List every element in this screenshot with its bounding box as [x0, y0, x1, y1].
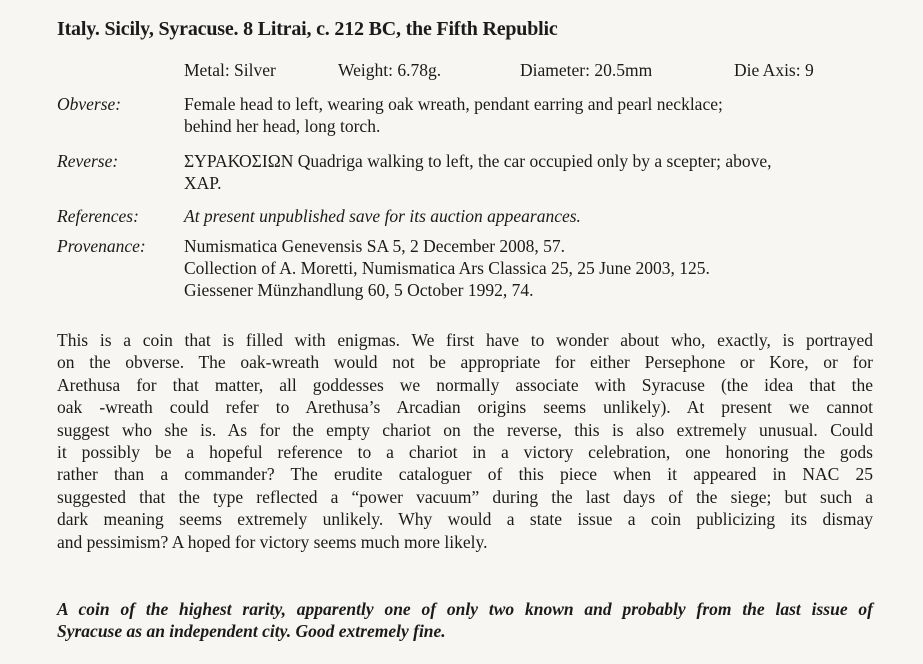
closing-line: A coin of the highest rarity, apparently one of only two known and probably from the last issue of	[57, 599, 873, 619]
closing-statement	[57, 598, 873, 643]
entry-title: Italy. Sicily, Syracuse. 8 Litrai, c. 212 BC, the Fifth Republic	[57, 18, 558, 40]
reverse-line: ΣΥΡΑΚΟΣΙΩΝ Quadriga walking to left, the car occupied only by a scepter; above,	[184, 151, 772, 171]
description-line: Arethusa for that matter, all goddesses we normally associate with Syracuse (the idea that the	[57, 374, 873, 395]
obverse-row	[57, 93, 877, 137]
spec-diameter: Diameter: 20.5mm	[520, 60, 653, 80]
obverse-label: Obverse:	[57, 94, 122, 114]
provenance-item: Giessener Münzhandlung 60, 5 October 1992, 74.	[184, 280, 534, 300]
obverse-line: behind her head, long torch.	[184, 116, 381, 136]
obverse-line: Female head to left, wearing oak wreath, pendant earring and pearl necklace;	[184, 94, 723, 114]
provenance-label: Provenance:	[57, 236, 146, 256]
references-row	[57, 205, 877, 227]
description-line: oak -wreath could refer to Arethusa’s Arcadian origins seems unlikely). At present we cannot	[57, 397, 873, 418]
references-label: References:	[57, 206, 139, 226]
reverse-description	[184, 150, 877, 194]
reverse-row	[57, 150, 877, 194]
description-line: it possibly be a hopeful reference to a chariot in a victory celebration, one honoring the gods	[57, 442, 873, 463]
provenance-item: Collection of A. Moretti, Numismatica Ars Classica 25, 25 June 2003, 125.	[184, 258, 710, 278]
spec-metal: Metal: Silver	[184, 60, 276, 80]
reverse-label: Reverse:	[57, 151, 119, 171]
description-line: dark meaning seems extremely unlikely. Why would a state issue a coin publicizing its dismay	[57, 509, 873, 530]
provenance-row	[57, 235, 877, 301]
description-line: This is a coin that is filled with enigmas. We first have to wonder about who, exactly, is portrayed	[57, 330, 873, 350]
description-line: and pessimism? A hoped for victory seems much more likely.	[57, 531, 488, 552]
provenance-item: Numismatica Genevensis SA 5, 2 December 2008, 57.	[184, 236, 566, 256]
coin-specs	[184, 60, 814, 81]
description-paragraph	[57, 329, 873, 553]
obverse-description	[184, 93, 877, 137]
description-line: rather than a commander? The erudite cataloguer of this piece when it appeared in NAC 25	[57, 464, 873, 485]
references-text: At present unpublished save for its auction appearances.	[184, 206, 581, 226]
reverse-line: ΧΑΡ.	[184, 173, 222, 193]
spec-weight: Weight: 6.78g.	[338, 60, 442, 80]
description-line: suggest who she is. As for the empty chariot on the reverse, this is also extremely unusual. Could	[57, 419, 873, 440]
spec-die-axis: Die Axis: 9	[734, 60, 814, 80]
provenance-list	[184, 235, 877, 301]
description-line: suggested that the type reflected a “power vacuum” during the last days of the siege; but such a	[57, 486, 873, 507]
closing-line: Syracuse as an independent city. Good extremely fine.	[57, 621, 446, 642]
description-line: on the obverse. The oak-wreath would not be appropriate for either Persephone or Kore, or for	[57, 352, 873, 373]
